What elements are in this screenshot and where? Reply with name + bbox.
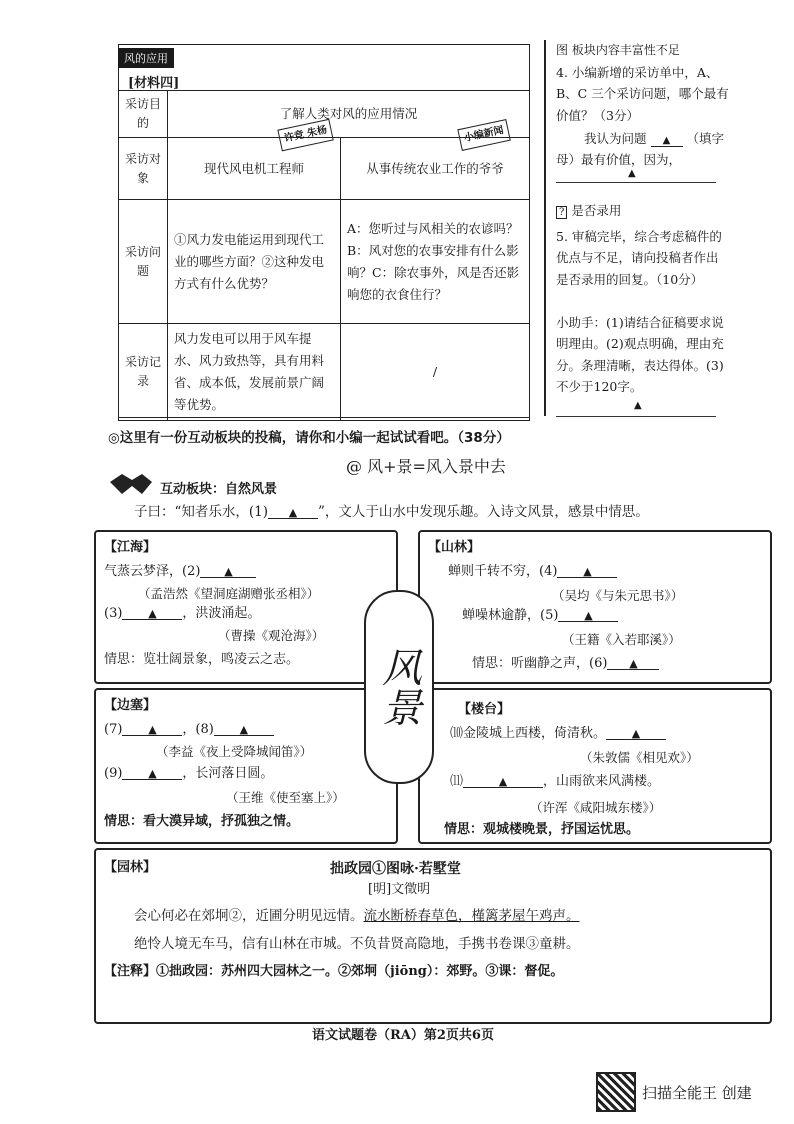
page-footer: 语文试题卷（RA）第2页共6页 bbox=[312, 1028, 494, 1043]
table-row bbox=[119, 138, 530, 200]
ziyue-text: 子曰：“知者乐水，(1) bbox=[134, 504, 269, 520]
verse-text: 蝉噪林逾静，(5) bbox=[462, 608, 559, 623]
board-title: 风+景=风入景中去 bbox=[367, 457, 506, 476]
verse-text: ⑾ bbox=[450, 774, 464, 789]
target-left bbox=[168, 124, 341, 200]
questions-right: A：您听过与风相关的农谚吗？B：风对您的农事安排有什么影响？C：除农事外，风是否还影响您的衣食住行？ bbox=[341, 200, 530, 324]
purpose-text: 了解人类对风的应用情况 bbox=[279, 106, 418, 122]
column-divider bbox=[544, 40, 546, 416]
helper-text: 小助手：(1)请结合征稿要求说明理由。(2)观点明确，理由充分。条理清晰，表达得体。(3)不少于120字。 bbox=[556, 315, 724, 394]
calligraphy-text: 风景 bbox=[375, 647, 422, 727]
poem-notes: 【注释】①拙政园：苏州四大园林之一。②郊坰（jiōng）：郊野。③课：督促。 bbox=[104, 964, 564, 979]
answer-blank[interactable] bbox=[557, 566, 617, 578]
table-row bbox=[119, 200, 530, 324]
target-right bbox=[341, 125, 530, 200]
poem-line1 bbox=[134, 906, 580, 928]
answer-line[interactable] bbox=[556, 416, 716, 417]
jianghai-line1 bbox=[104, 562, 256, 583]
answer-4-line bbox=[556, 128, 732, 171]
board-title-line bbox=[346, 454, 506, 477]
panel-title: 【楼台】 bbox=[458, 702, 511, 717]
q5-head-text: 是否录用 bbox=[571, 203, 622, 218]
ziyue-text2: ”，文人于山水中发现乐趣。入诗文风景，感景中情思。 bbox=[318, 504, 649, 520]
answer-blank[interactable] bbox=[122, 608, 182, 620]
answer-line[interactable] bbox=[556, 182, 716, 183]
q5-header bbox=[556, 200, 756, 221]
panel-title: 【江海】 bbox=[104, 540, 157, 555]
answer-blank[interactable] bbox=[214, 724, 274, 736]
emotion-text: 情思：览壮阔景象，鸣凌云之志。 bbox=[104, 652, 300, 667]
panel-title: 【山林】 bbox=[428, 540, 481, 555]
shanlin-emotion bbox=[472, 654, 659, 675]
ziyue-line bbox=[134, 502, 649, 524]
answer-blank[interactable] bbox=[606, 728, 666, 740]
poem-author: [明]文徵明 bbox=[368, 882, 431, 897]
panel-title: 【园林】 bbox=[104, 860, 157, 875]
interview-table bbox=[118, 90, 530, 421]
loutai-line2 bbox=[450, 772, 660, 793]
shanlin-line2 bbox=[462, 606, 618, 627]
verse-text: (7) bbox=[104, 722, 123, 737]
verse-text2: ，长河落日圆。 bbox=[182, 766, 274, 781]
answer-marker bbox=[628, 168, 636, 179]
loutai-line1 bbox=[450, 724, 666, 745]
answer-marker bbox=[634, 400, 642, 411]
question-5: 5. 审稿完毕，综合考虑稿件的优点与不足，请向投稿者作出是否录用的回复。（10分） bbox=[556, 229, 722, 287]
cell-text: 现代风电机工程师 bbox=[203, 160, 304, 176]
panel-title: 【边塞】 bbox=[104, 698, 157, 713]
checkbox-icon: ? bbox=[556, 206, 567, 219]
stamp-right: 小编新闻 bbox=[457, 119, 510, 150]
source-text: （李益《夜上受降城闻笛》） bbox=[156, 744, 313, 759]
source-text: （曹操《观沧海》） bbox=[218, 628, 325, 643]
answer-blank[interactable] bbox=[268, 507, 318, 519]
source-text: （王维《使至塞上》） bbox=[226, 790, 345, 805]
source-text: （许浑《咸阳城东楼》） bbox=[530, 800, 662, 815]
source-text: （吴均《与朱元思书》） bbox=[552, 588, 684, 603]
emotion-text: 情思：观城楼晚景，抒国运忧思。 bbox=[444, 822, 640, 837]
board-label: 互动板块：自然风景 bbox=[160, 482, 278, 497]
answer-4-text2: （填字母）最有价值，因为， bbox=[556, 131, 724, 168]
verse-text: (3) bbox=[104, 606, 123, 621]
review-note: 图 板块内容丰富性不足 bbox=[556, 43, 680, 57]
poem-title: 拙政园①图咏·若墅堂 bbox=[330, 861, 461, 877]
source-text: （孟浩然《望洞庭湖赠张丞相》） bbox=[138, 586, 320, 601]
verse-text2: ，洪波涌起。 bbox=[182, 606, 261, 621]
jianghai-line2 bbox=[104, 604, 260, 625]
answer-blank[interactable] bbox=[651, 136, 683, 147]
stamp-left: 许竞 朱杨 bbox=[277, 119, 334, 151]
verse-text: ⑽金陵城上西楼，倚清秋。 bbox=[450, 726, 607, 741]
calligraphy-oval bbox=[364, 590, 434, 784]
section-intro: ◎这里有一份互动板块的投稿，请你和小编一起试试看吧。（38分） bbox=[108, 430, 510, 446]
question-4: 4. 小编新增的采访单中，A、B、C 三个采访问题，哪个最有价值？（3分） bbox=[556, 65, 729, 123]
table-row bbox=[119, 324, 530, 421]
row-head: 采访记录 bbox=[119, 324, 168, 421]
answer-blank[interactable] bbox=[463, 776, 543, 788]
shanlin-line1 bbox=[448, 562, 617, 583]
verse-text: (9) bbox=[104, 766, 123, 781]
watermark-text: 扫描全能王 创建 bbox=[642, 1084, 752, 1102]
row-head: 采访目的 bbox=[119, 91, 168, 138]
poem-line2: 绝怜人境无车马，信有山林在市城。不负昔贤高隐地，手携书卷课③童耕。 bbox=[134, 936, 580, 952]
questions-left: ①风力发电能运用到现代工业的哪些方面？②这种发电方式有什么优势？ bbox=[168, 200, 341, 324]
source-text: （王籍《入若耶溪》） bbox=[562, 632, 681, 647]
emotion-text: 情思：听幽静之声，(6) bbox=[472, 656, 608, 671]
poem-text: 会心何必在郊坰②，近圃分明见远情。 bbox=[134, 908, 364, 924]
material-title: [材料四] bbox=[128, 76, 180, 91]
biansai-line1 bbox=[104, 720, 274, 741]
answer-blank[interactable] bbox=[122, 724, 182, 736]
answer-blank[interactable] bbox=[558, 610, 618, 622]
verse-text: 蝉则千转不穷，(4) bbox=[448, 564, 558, 579]
handshake-icon bbox=[108, 470, 154, 502]
record-right: / bbox=[341, 324, 530, 421]
row-head: 采访问题 bbox=[119, 200, 168, 324]
answer-blank[interactable] bbox=[200, 566, 256, 578]
biansai-line2 bbox=[104, 764, 273, 785]
record-left: 风力发电可以用于风车提水、风力致热等，具有用料省、成本低，发展前景广阔等优势。 bbox=[168, 324, 341, 421]
spiral-icon: @ bbox=[346, 457, 362, 476]
row-head: 采访对象 bbox=[119, 138, 168, 200]
emotion-text: 情思：看大漠异域，抒孤独之情。 bbox=[104, 814, 300, 829]
verse-text2: ，(8) bbox=[182, 722, 214, 737]
verse-text2: ，山雨欲来风满楼。 bbox=[543, 774, 661, 789]
qr-code-icon bbox=[596, 1072, 636, 1112]
answer-blank[interactable] bbox=[122, 768, 182, 780]
answer-4-text: 我认为问题 bbox=[584, 131, 647, 146]
poem-text-underlined: 流水断桥春草色，槿篱茅屋午鸡声。 bbox=[363, 908, 580, 924]
section-tag: 风的应用 bbox=[118, 48, 174, 68]
answer-blank[interactable] bbox=[607, 658, 659, 670]
cell-text: 从事传统农业工作的爷爷 bbox=[366, 160, 504, 176]
source-text: （朱敦儒《相见欢》） bbox=[580, 750, 699, 765]
verse-text: 气蒸云梦泽，(2) bbox=[104, 564, 201, 579]
